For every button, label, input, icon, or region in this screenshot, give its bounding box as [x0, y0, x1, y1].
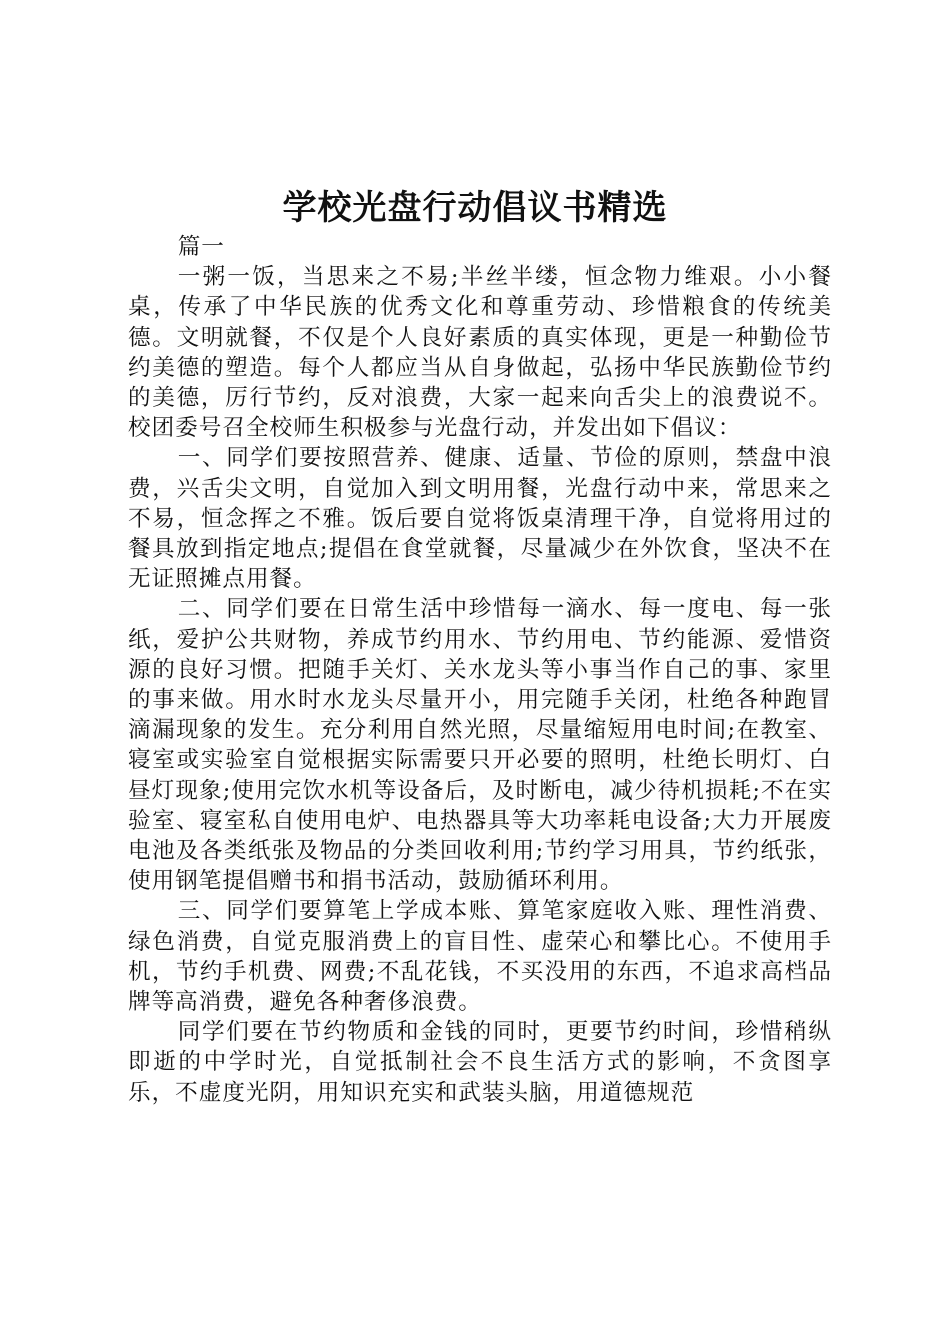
paragraph-item-1: 一、同学们要按照营养、健康、适量、节俭的原则，禁盘中浪费，兴舌尖文明，自觉加入到文明用餐，光盘行动中来，常思来之不易，恒念挥之不雅。饭后要自觉将饭桌清理干净，自觉将用过的餐具放到指定地点;提倡在食堂就餐，尽量减少在外饮食，坚决不在无证照摊点用餐。 — [128, 445, 832, 593]
section-label: 篇一 — [177, 234, 225, 260]
document-title: 学校光盘行动倡议书精选 — [282, 188, 668, 228]
paragraph-closing: 同学们要在节约物质和金钱的同时，更要节约时间，珍惜稍纵即逝的中学时光，自觉抵制社会不良生活方式的影响，不贪图享乐，不虚度光阴，用知识充实和武装头脑，用道德规范 — [128, 1019, 832, 1106]
paragraph-item-2: 二、同学们要在日常生活中珍惜每一滴水、每一度电、每一张纸，爱护公共财物，养成节约用水、节约用电、节约能源、爱惜资源的良好习惯。把随手关灯、关水龙头等小事当作自己的事、家里的事来做。用水时水龙头尽量开小，用完随手关闭，杜绝各种跑冒滴漏现象的发生。充分利用自然光照，尽量缩短用电时间;在教室、寝室或实验室自觉根据实际需要只开必要的照明，杜绝长明灯、白昼灯现象;使用完饮水机等设备后，及时断电，减少待机损耗;不在实验室、寝室私自使用电炉、电热器具等大功率耗电设备;大力开展废电池及各类纸张及物品的分类回收利用;节约学习用具，节约纸张，使用钢笔提倡赠书和捐书活动，鼓励循环利用。 — [128, 596, 832, 895]
paragraph-item-3: 三、同学们要算笔上学成本账、算笔家庭收入账、理性消费、绿色消费，自觉克服消费上的盲目性、虚荣心和攀比心。不使用手机，节约手机费、网费;不乱花钱，不买没用的东西，不追求高档品牌等高消费，避免各种奢侈浪费。 — [128, 898, 832, 1016]
paragraph-intro: 一粥一饭，当思来之不易;半丝半缕，恒念物力维艰。小小餐桌，传承了中华民族的优秀文化和尊重劳动、珍惜粮食的传统美德。文明就餐，不仅是个人良好素质的真实体现，更是一种勤俭节约美德的塑造。每个人都应当从自身做起，弘扬中华民族勤俭节约的美德，厉行节约，反对浪费，大家一起来向舌尖上的浪费说不。校团委号召全校师生积极参与光盘行动，并发出如下倡议： — [128, 264, 832, 442]
document-body — [128, 232, 832, 1108]
